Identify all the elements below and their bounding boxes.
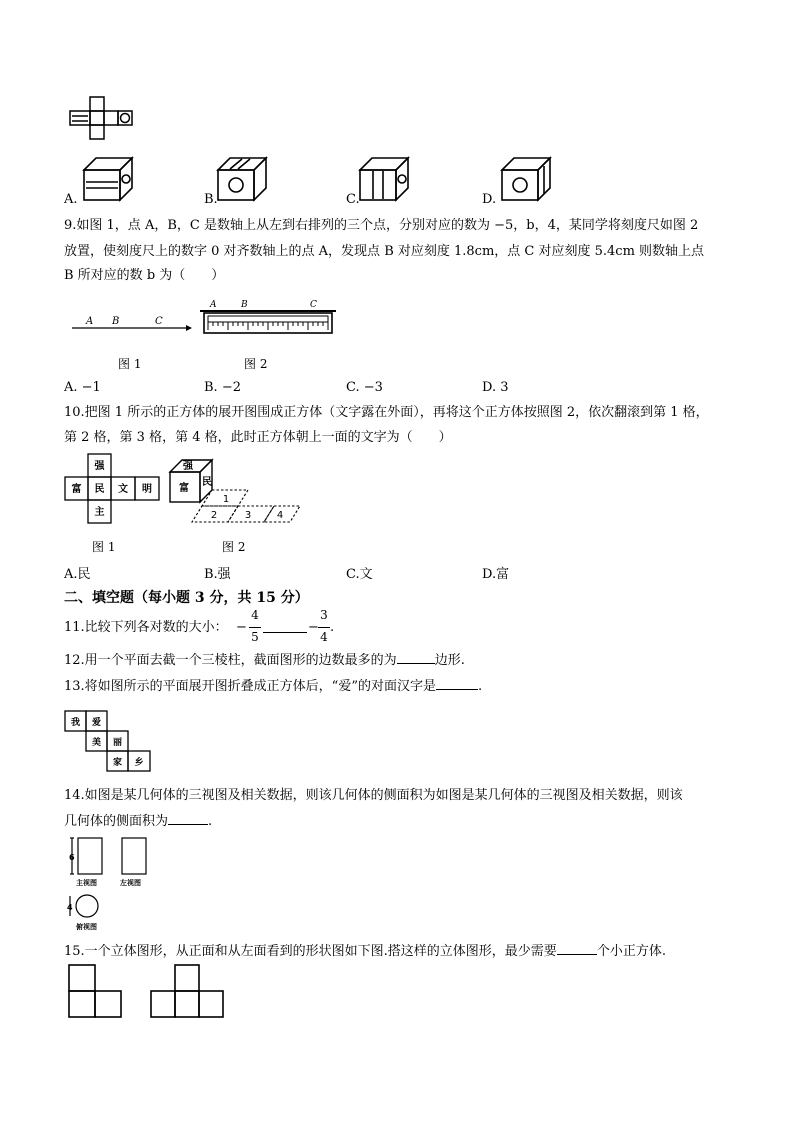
q10-cell-3: 3 bbox=[244, 510, 252, 521]
q10-cell-1: 1 bbox=[222, 494, 230, 505]
q12-answer-blank[interactable] bbox=[397, 651, 435, 664]
q10-roll-figure bbox=[168, 458, 308, 528]
q9-option-c: C. −3 bbox=[346, 380, 383, 395]
q10-cell-2: 2 bbox=[210, 510, 218, 521]
q8-option-a-cube bbox=[82, 156, 134, 201]
q10-net-row-3: 文 bbox=[118, 484, 128, 495]
q10-net-row-2: 民 bbox=[94, 484, 105, 495]
q15-text-after: 个小正方体. bbox=[596, 944, 666, 959]
q13-net-cell-2: 爱 bbox=[91, 718, 102, 728]
q11-suffix: . bbox=[330, 620, 335, 635]
q14-text-before: 几何体的侧面积为 bbox=[64, 814, 169, 829]
q10-line1: 10.把图 1 所示的正方体的展开图围成正方体（文字露在外面），再将这个正方体按照图 2，依次翻滚到第 1 格， bbox=[64, 405, 709, 420]
q11-frac1-bar bbox=[249, 627, 261, 628]
q14-top-label: 俯视图 bbox=[76, 923, 97, 931]
q13-net-cell-3: 美 bbox=[91, 738, 102, 748]
q11-frac1-den: 5 bbox=[251, 630, 259, 644]
q11-frac2-den: 4 bbox=[320, 630, 328, 644]
q12-text-before: 12.用一个平面去截一个三棱柱，截面图形的边数最多的为 bbox=[64, 653, 397, 668]
q8-option-c: C. bbox=[346, 192, 360, 207]
q10-fig2-caption: 图 2 bbox=[222, 540, 246, 554]
q8-option-d: D. bbox=[482, 192, 497, 207]
q13-text-before: 13.将如图所示的平面展开图折叠成正方体后，“爱”的对面汉字是 bbox=[64, 679, 436, 694]
q13-line bbox=[64, 677, 482, 696]
q12-line bbox=[64, 651, 465, 670]
q14-text-after: . bbox=[208, 814, 213, 829]
q9-line3: B 所对应的数 b 为（ ） bbox=[64, 268, 225, 283]
q14-line1: 14.如图是某几何体的三视图及相关数据，则该几何体的侧面积为如图是某几何体的三视图及相关数据，则该 bbox=[64, 788, 683, 803]
q9-fig1-label-a: A bbox=[86, 316, 94, 327]
q11-frac1-sign: − bbox=[236, 620, 247, 635]
q13-net-figure bbox=[64, 710, 164, 774]
q8-option-a: A. bbox=[64, 192, 78, 207]
q13-text-after: . bbox=[477, 679, 483, 694]
q10-option-d: D.富 bbox=[482, 567, 510, 582]
q9-ruler-figure bbox=[198, 298, 338, 340]
q10-fig1-caption: 图 1 bbox=[92, 540, 116, 554]
q9-number-line-figure bbox=[68, 312, 193, 332]
q14-dim-top: 4 bbox=[67, 903, 73, 912]
q11-prefix: 11.比较下列各对数的大小： bbox=[64, 620, 228, 635]
q9-option-b: B. −2 bbox=[204, 380, 241, 395]
q14-answer-blank[interactable] bbox=[168, 812, 208, 825]
q9-fig1-caption: 图 1 bbox=[118, 357, 142, 371]
q10-net-row-4: 明 bbox=[142, 484, 152, 495]
section-2-heading: 二、填空题（每小题 3 分，共 15 分） bbox=[64, 590, 309, 606]
q9-fig2-label-a: A bbox=[210, 300, 217, 310]
q12-text-after: 边形. bbox=[434, 653, 465, 668]
q10-cube-top: 强 bbox=[183, 461, 193, 472]
q9-option-a: A. −1 bbox=[64, 380, 101, 395]
q15-text-before: 15.一个立体图形，从正面和从左面看到的形状图如下图.搭这样的立体图形，最少需要 bbox=[64, 944, 557, 959]
q10-option-b: B.强 bbox=[204, 567, 231, 582]
q11-frac2-bar bbox=[318, 627, 330, 628]
q9-line2: 放置，使刻度尺上的数字 0 对齐数轴上的点 A，发现点 B 对应刻度 1.8cm，点 C 对应刻度 5.4cm 则数轴上点 bbox=[64, 244, 705, 259]
q13-net-cell-6: 乡 bbox=[134, 758, 144, 768]
q8-option-b: B. bbox=[204, 192, 218, 207]
q10-cube-side: 民 bbox=[202, 477, 212, 488]
q10-line2: 第 2 格，第 3 格，第 4 格，此时正方体朝上一面的文字为（ ） bbox=[64, 430, 452, 445]
q9-line1: 9.如图 1，点 A，B，C 是数轴上从左到右排列的三个点，分别对应的数为 −5，b，4，某同学将刻度尺如图 2 bbox=[64, 218, 699, 233]
q10-option-a: A.民 bbox=[64, 567, 91, 582]
q10-net-figure bbox=[64, 452, 164, 527]
q11-frac1-num: 4 bbox=[251, 608, 259, 622]
q10-net-top: 强 bbox=[94, 461, 105, 472]
q8-option-c-cube bbox=[358, 156, 410, 201]
q9-fig1-label-b: B bbox=[112, 316, 120, 327]
q9-option-d: D. 3 bbox=[482, 380, 509, 395]
q14-three-views-figure bbox=[64, 834, 164, 932]
q10-option-c: C.文 bbox=[346, 567, 373, 582]
q9-fig2-label-b: B bbox=[241, 300, 248, 310]
q11-frac2-num: 3 bbox=[320, 608, 328, 622]
q14-line2 bbox=[64, 812, 212, 831]
q8-option-d-cube bbox=[500, 156, 552, 201]
q10-cube-front: 富 bbox=[179, 483, 189, 494]
q8-option-b-cube bbox=[216, 156, 268, 201]
q15-front-view-figure bbox=[68, 964, 128, 1020]
q15-answer-blank[interactable] bbox=[557, 942, 597, 955]
q13-answer-blank[interactable] bbox=[436, 677, 478, 690]
q14-front-label: 主视图 bbox=[76, 879, 97, 887]
q13-net-cell-5: 家 bbox=[112, 758, 123, 768]
q10-cell-4: 4 bbox=[276, 510, 284, 521]
q13-net-cell-1: 我 bbox=[70, 718, 81, 728]
q11-frac2-sign: − bbox=[308, 620, 319, 635]
q9-fig2-label-c: C bbox=[310, 300, 317, 310]
q15-line bbox=[64, 942, 666, 961]
q15-left-view-figure bbox=[150, 964, 230, 1020]
q14-left-label: 左视图 bbox=[120, 879, 141, 887]
q9-fig1-label-c: C bbox=[155, 316, 163, 327]
q11-answer-blank[interactable] bbox=[263, 632, 307, 633]
q10-net-bottom: 主 bbox=[94, 507, 105, 518]
q14-dim-front: 6 bbox=[69, 853, 75, 862]
q10-net-row-1: 富 bbox=[71, 484, 82, 495]
q13-net-cell-4: 丽 bbox=[112, 738, 123, 748]
q9-fig2-caption: 图 2 bbox=[244, 357, 268, 371]
q8-cube-net bbox=[68, 96, 138, 146]
